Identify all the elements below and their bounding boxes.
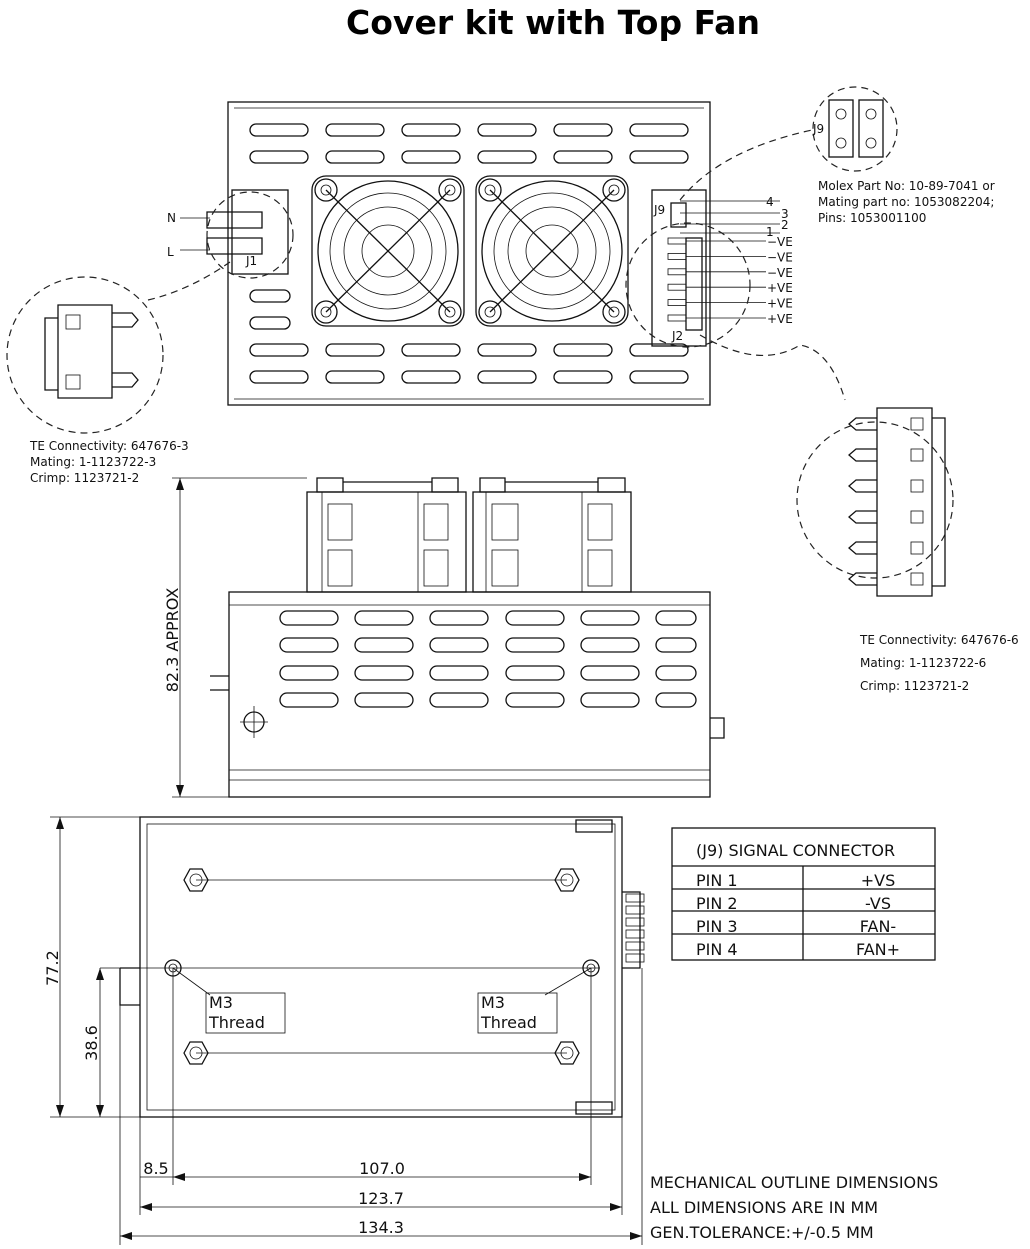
vent-slot — [326, 151, 384, 163]
j9-pin-number: 1 — [766, 225, 774, 239]
te-j2-note: TE Connectivity: 647676-6 — [860, 633, 1019, 647]
j2-pin — [668, 269, 686, 275]
label-n: N — [167, 211, 176, 225]
te-j1-note: TE Connectivity: 647676-3 — [30, 439, 189, 453]
j2-detail-contact — [911, 480, 923, 492]
vent-slot — [506, 666, 564, 680]
j2-detail-pin — [849, 480, 877, 492]
connector-pin — [626, 906, 644, 914]
dim-134-3: 134.3 — [358, 1218, 404, 1237]
table-cell-signal: +VS — [860, 871, 896, 890]
dim-77-2: 77.2 — [43, 950, 62, 986]
side-view — [163, 478, 724, 797]
dim-38-6: 38.6 — [82, 1025, 101, 1061]
j2-detail-contact — [911, 573, 923, 585]
table-cell-pin: PIN 3 — [696, 917, 738, 936]
top-view — [7, 87, 1019, 693]
vent-slot — [478, 124, 536, 136]
j2-pin-label: +VE — [767, 296, 793, 311]
m3-label-right: M3 — [481, 993, 505, 1012]
label-j2: J2 — [672, 329, 684, 343]
vent-slot — [656, 611, 696, 625]
fan-side-block — [588, 550, 612, 586]
footer-notes — [650, 1173, 938, 1242]
j2-pin-label: +VE — [767, 281, 793, 296]
te-j1-note: Mating: 1-1123722-3 — [30, 455, 157, 469]
fan-side-block — [424, 550, 448, 586]
vent-slot — [581, 611, 639, 625]
j9-detail-label: J9 — [813, 122, 825, 136]
j2-detail-pin — [849, 542, 877, 554]
page-title: Cover kit with Top Fan — [346, 3, 760, 42]
vent-slot — [630, 124, 688, 136]
table-cell-signal: FAN- — [859, 917, 897, 936]
vent-slot — [478, 371, 536, 383]
connector-pin — [626, 954, 644, 962]
vent-slot — [355, 611, 413, 625]
vent-slot — [554, 151, 612, 163]
vent-slot — [630, 151, 688, 163]
vent-slot — [250, 317, 290, 329]
dim-107-0: 107.0 — [359, 1159, 405, 1178]
vent-slot — [506, 693, 564, 707]
j2-detail-pin — [849, 573, 877, 585]
vent-slot — [554, 344, 612, 356]
j2-detail-contact — [911, 511, 923, 523]
j2-pin-label: −VE — [767, 235, 793, 249]
signal-connector-table — [672, 828, 935, 960]
vent-slot — [581, 638, 639, 652]
vent-slot — [250, 151, 308, 163]
j9-pin-number: 2 — [781, 218, 789, 232]
j9-pin-number: 4 — [766, 195, 774, 209]
vent-slot — [430, 666, 488, 680]
fan-side-block — [492, 504, 518, 540]
label-j1: J1 — [246, 254, 258, 268]
height-dimension-label: 82.3 APPROX — [163, 587, 182, 693]
j2-pin-label: −VE — [767, 265, 793, 280]
fan-side-block — [328, 504, 352, 540]
vent-slot — [506, 611, 564, 625]
vent-slot — [656, 693, 696, 707]
j2-pin — [668, 238, 686, 244]
j2-pin-label: +VE — [767, 312, 793, 326]
j2-pin — [668, 300, 686, 306]
vent-slot — [581, 693, 639, 707]
j2-detail-contact — [911, 418, 923, 430]
table-cell-pin: PIN 1 — [696, 871, 738, 890]
vent-slot — [402, 124, 460, 136]
j2-detail-contact — [911, 449, 923, 461]
m3-label-left: M3 — [209, 993, 233, 1012]
vent-slot — [478, 344, 536, 356]
vent-slot — [581, 666, 639, 680]
vent-slot — [430, 693, 488, 707]
vent-slot — [250, 371, 308, 383]
vent-slot — [250, 290, 290, 302]
label-l: L — [167, 245, 174, 259]
te-j2-note: Mating: 1-1123722-6 — [860, 656, 987, 670]
thread-label-right: Thread — [481, 1013, 537, 1032]
vent-slot — [430, 611, 488, 625]
bottom-view — [43, 817, 644, 1245]
vent-slot — [630, 371, 688, 383]
footer-note: GEN.TOLERANCE:+/-0.5 MM — [650, 1223, 874, 1242]
vent-slot — [355, 693, 413, 707]
vent-slot — [280, 638, 338, 652]
molex-note: Pins: 1053001100 — [818, 211, 927, 225]
molex-note: Mating part no: 1053082204; — [818, 195, 995, 209]
vent-slot — [280, 693, 338, 707]
fan-side-block — [328, 550, 352, 586]
j2-detail-pin — [849, 418, 877, 430]
vent-slot — [355, 666, 413, 680]
table-cell-pin: PIN 2 — [696, 894, 738, 913]
connector-pin — [626, 918, 644, 926]
table-title: (J9) SIGNAL CONNECTOR — [696, 841, 896, 860]
connector-pin — [626, 894, 644, 902]
label-j9: J9 — [654, 203, 666, 217]
dim-8-5: 8.5 — [143, 1159, 169, 1178]
vent-slot — [402, 344, 460, 356]
vent-slot — [250, 344, 308, 356]
vent-slot — [656, 666, 696, 680]
table-cell-pin: PIN 4 — [696, 940, 738, 959]
vent-slot — [430, 638, 488, 652]
connector-pin — [626, 930, 644, 938]
vent-slot — [355, 638, 413, 652]
fan-side-block — [492, 550, 518, 586]
vent-slot — [280, 666, 338, 680]
fan-side-block — [424, 504, 448, 540]
j9-pin-number: 3 — [781, 207, 789, 221]
table-cell-signal: -VS — [865, 894, 891, 913]
te-j2-note: Crimp: 1123721-2 — [860, 679, 970, 693]
vent-slot — [402, 371, 460, 383]
thread-label-left: Thread — [209, 1013, 265, 1032]
fan-side-block — [588, 504, 612, 540]
j2-detail-contact — [911, 542, 923, 554]
vent-slot — [250, 124, 308, 136]
te-j1-note: Crimp: 1123721-2 — [30, 471, 140, 485]
vent-slot — [478, 151, 536, 163]
vent-slot — [402, 151, 460, 163]
vent-slot — [554, 371, 612, 383]
vent-slot — [326, 371, 384, 383]
vent-slot — [506, 638, 564, 652]
vent-slot — [554, 124, 612, 136]
molex-note: Molex Part No: 10-89-7041 or — [818, 179, 995, 193]
j2-detail-pin — [849, 449, 877, 461]
vent-slot — [656, 638, 696, 652]
j2-pin — [668, 284, 686, 290]
j2-pin — [668, 253, 686, 259]
vent-slot — [280, 611, 338, 625]
dim-123-7: 123.7 — [358, 1189, 404, 1208]
footer-note: MECHANICAL OUTLINE DIMENSIONS — [650, 1173, 939, 1192]
connector-pin — [626, 942, 644, 950]
vent-slot — [326, 344, 384, 356]
j2-pin — [668, 315, 686, 321]
j2-detail-pin — [849, 511, 877, 523]
j2-pin-label: −VE — [767, 250, 793, 265]
vent-slot — [326, 124, 384, 136]
footer-note: ALL DIMENSIONS ARE IN MM — [650, 1198, 879, 1217]
table-cell-signal: FAN+ — [855, 940, 901, 959]
